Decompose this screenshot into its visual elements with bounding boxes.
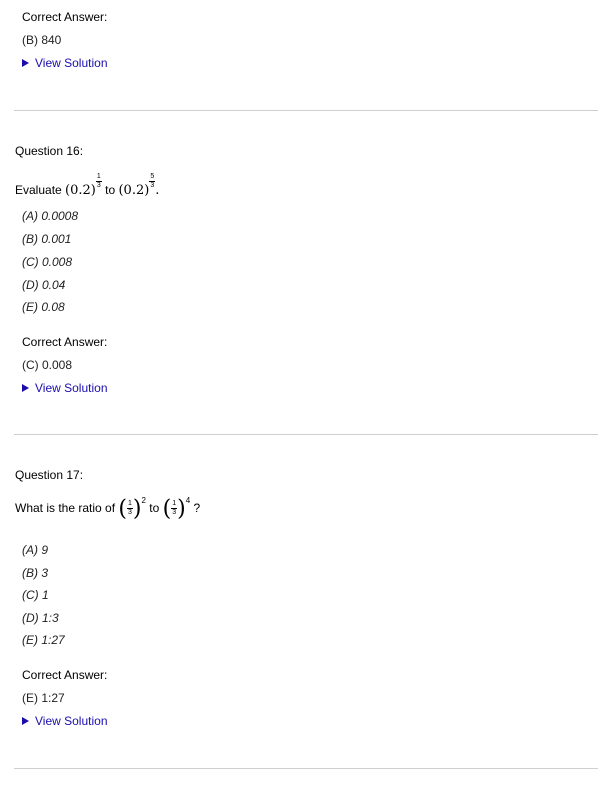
option-d: (D) 0.04	[22, 278, 66, 292]
fraction-denominator: 3	[172, 509, 177, 517]
correct-answer-value: (E) 1:27	[22, 691, 65, 705]
view-solution-label: View Solution	[35, 381, 108, 395]
triangle-right-icon	[22, 59, 29, 67]
prompt-end: ?	[193, 501, 201, 515]
fraction-numerator: 1	[172, 500, 177, 508]
divider	[14, 434, 598, 435]
option-c: (C) 1	[22, 588, 49, 602]
option-b: (B) 0.001	[22, 232, 72, 246]
exponent: 4	[185, 496, 191, 505]
view-solution-label: View Solution	[35, 714, 108, 728]
option-a: (A) 0.0008	[22, 209, 79, 223]
correct-answer-value: (B) 840	[22, 33, 62, 47]
exponent-numerator: 1	[96, 173, 101, 180]
option-c: (C) 0.008	[22, 255, 73, 269]
view-solution-link[interactable]	[22, 56, 108, 70]
correct-answer-label: Correct Answer:	[22, 10, 108, 24]
prompt-text: Evaluate	[15, 183, 62, 197]
exponent-denominator: 3	[150, 182, 155, 189]
option-a: (A) 9	[22, 543, 49, 557]
left-paren: (	[118, 496, 127, 522]
fraction-denominator: 3	[127, 509, 132, 517]
correct-answer-label: Correct Answer:	[22, 335, 108, 349]
exponent: 2	[141, 496, 146, 505]
exponent-numerator: 5	[150, 173, 155, 180]
question-17-title: Question 17:	[15, 468, 84, 482]
right-paren: )	[177, 496, 186, 522]
right-paren: )	[132, 496, 142, 522]
exponent-fraction	[96, 173, 102, 190]
correct-answer-value: (C) 0.008	[22, 358, 73, 372]
fraction-numerator: 1	[127, 500, 132, 508]
option-b: (B) 3	[22, 566, 49, 580]
triangle-right-icon	[22, 717, 29, 725]
prompt-text: What is the ratio of	[15, 501, 116, 515]
question-17-prompt	[15, 496, 200, 521]
option-e: (E) 0.08	[22, 300, 65, 314]
math-base: (0.2)	[118, 183, 150, 198]
view-solution-link[interactable]	[22, 714, 108, 728]
divider	[14, 110, 598, 111]
question-16-prompt	[15, 173, 159, 198]
divider	[14, 768, 598, 769]
view-solution-label: View Solution	[35, 56, 108, 70]
to-text: to	[149, 501, 160, 515]
option-e: (E) 1:27	[22, 633, 65, 647]
prompt-end: .	[155, 183, 160, 198]
question-16-title: Question 16:	[15, 144, 84, 158]
math-base: (0.2)	[65, 183, 96, 198]
exponent-denominator: 3	[96, 182, 101, 189]
option-d: (D) 1:3	[22, 611, 59, 625]
left-paren: (	[162, 496, 172, 522]
to-text: to	[105, 183, 116, 197]
triangle-right-icon	[22, 384, 29, 392]
correct-answer-label: Correct Answer:	[22, 668, 108, 682]
view-solution-link[interactable]	[22, 381, 108, 395]
